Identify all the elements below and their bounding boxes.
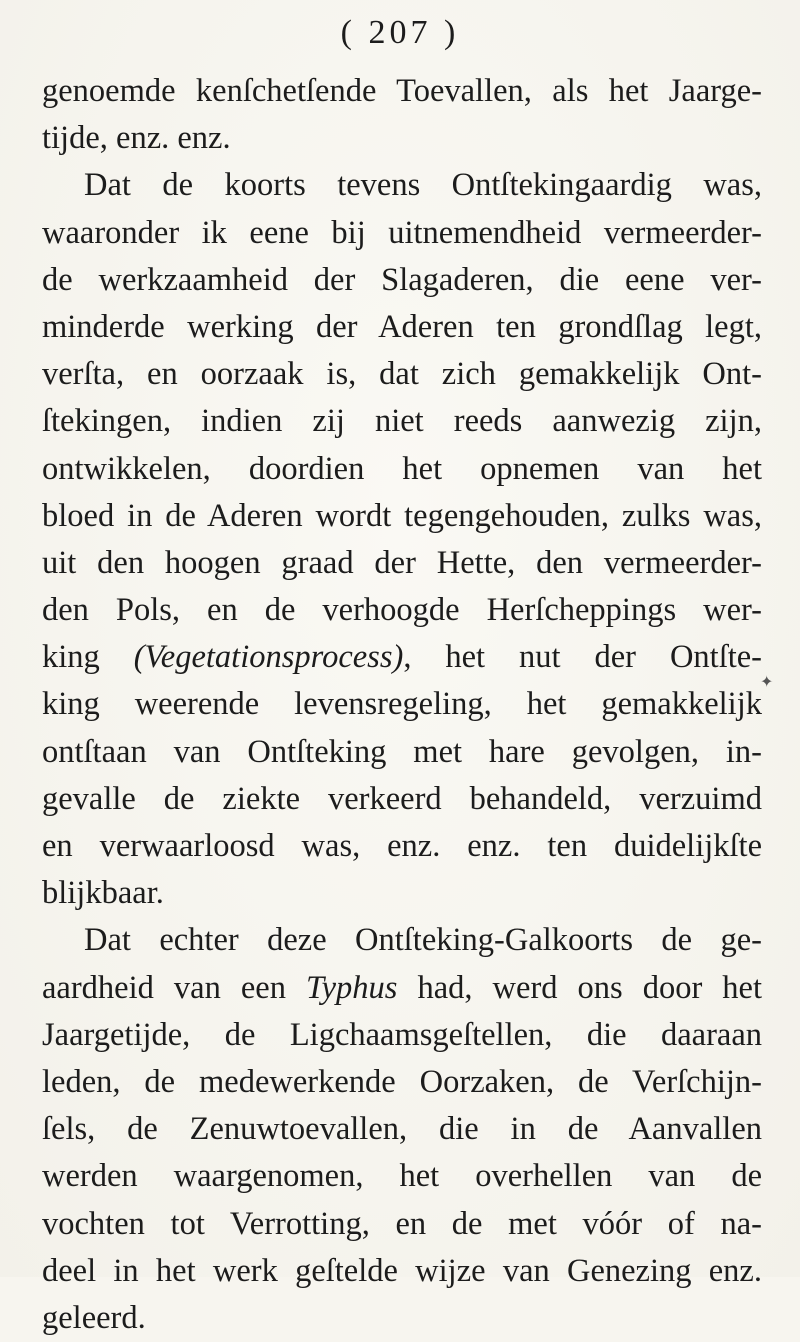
text-segment: king (42, 639, 134, 676)
text-line: Dat de koorts tevens Ontſtekingaardig was, (84, 167, 762, 204)
text-line: den Pols, en de verhoogde Herſcheppings wer- (42, 592, 762, 629)
text-line: ontwikkelen, doordien het opnemen van het (42, 450, 762, 487)
text-line: de werkzaamheid der Slagaderen, die eene ver- (42, 261, 762, 298)
text-line: gevalle de ziekte verkeerd behandeld, verzuimd (42, 780, 762, 817)
text-line: uit den hoogen graad der Hette, den vermeerder- (42, 544, 762, 581)
text-line: geleerd. (42, 1299, 146, 1336)
text-segment: aardheid van een (42, 969, 306, 1006)
text-line: waaronder ik eene bij uitnemendheid vermeerder- (42, 214, 762, 251)
text-line: Dat echter deze Ontſteking-Galkoorts de ge- (84, 922, 762, 959)
text-line: ontſtaan van Ontſteking met hare gevolgen, in- (42, 733, 762, 770)
body-text (42, 68, 762, 1342)
text-line: ſtekingen, indien zij niet reeds aanwezig zijn, (42, 403, 762, 440)
text-line: verſta, en oorzaak is, dat zich gemakkelijk Ont- (42, 356, 762, 393)
text-line: blijkbaar. (42, 875, 164, 912)
text-line: genoemde kenſchetſende Toevallen, als het Jaarge- (42, 73, 762, 109)
text-line: bloed in de Aderen wordt tegengehouden, zulks was, (42, 497, 762, 534)
text-line (42, 965, 762, 1012)
text-line: king weerende levensregeling, het gemakkelijk (42, 686, 762, 723)
text-line: minderde werking der Aderen ten grondſlag legt, (42, 308, 762, 345)
text-line: leden, de medewerkende Oorzaken, de Verſchijn- (42, 1063, 762, 1100)
text-segment: , het nut der Ontſte- (403, 639, 763, 676)
text-line: en verwaarloosd was, enz. enz. ten duidelijkſte (42, 828, 762, 864)
italic-term: Typhus (305, 969, 398, 1006)
text-line: tijde, enz. enz. (42, 120, 231, 157)
text-line (42, 634, 762, 681)
margin-mark: ✦ (760, 674, 774, 691)
text-segment: had, werd ons door het (397, 969, 762, 1006)
text-line: deel in het werk geſtelde wijze van Genezing enz. (42, 1252, 762, 1289)
italic-term: (Vegetationsprocess) (133, 639, 404, 676)
text-line: ſels, de Zenuwtoevallen, die in de Aanvallen (42, 1111, 762, 1148)
text-line: vochten tot Verrotting, en de met vóór of na- (42, 1205, 762, 1242)
text-line: Jaargetijde, de Ligchaamsgeſtellen, die daaraan (42, 1016, 762, 1053)
page-number: ( 207 ) (340, 14, 460, 51)
text-line: werden waargenomen, het overhellen van de (42, 1158, 762, 1195)
